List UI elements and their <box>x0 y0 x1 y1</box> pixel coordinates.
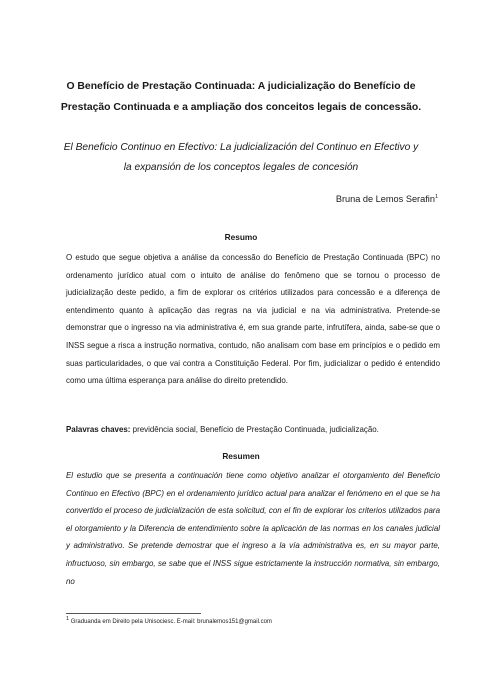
footnote-mark: 1 <box>66 616 70 622</box>
resumen-heading: Resumen <box>222 451 260 461</box>
resumo-paragraph: O estudo que segue objetiva a análise da concessão do Benefício de Prestação Continuada (BPC) no ordenamento jurídico atual com o intuito de análise do fenômeno que se tornou o processo de judicialização deste pedido, a fim de explorar os critérios utilizados para concessão e a diferença de entendimento quanto à aplicação das regras na via judicial e na via administrativa. Pretende-se demonstrar que o ingresso na via administrativa é, em sua grande parte, infrutífera, ainda, sabe-se que o INSS segue a risca a instrução normativa, contudo, não analisam com base em princípios e o pedido em suas particularidades, o que vai contra a Constituição Federal. Por fim, judicializar o pedido é entendido como uma última esperança para análise do direito pretendido. <box>66 253 440 386</box>
author-name-text: Bruna de Lemos Serafin <box>335 194 435 204</box>
article-title: O Benefício de Prestação Continuada: A judicialização do Benefício de Prestação Continuada e a ampliação dos conceitos legais de concessão. <box>60 81 422 113</box>
footnote-divider <box>66 613 201 614</box>
resumen-paragraph: El estudio que se presenta a continuación tiene como objetivo analizar el otorgamiento del Beneficio Continuo en Efectivo (BPC) en el ordenamiento jurídico actual para analizar el fenómeno en el que se ha convertido el proceso de judicialización de esta solicitud, con el fin de explorar los criterios utilizados para el otorgamiento y la Diferencia de entendimiento sobre la aplicación de las normas en los canales judicial y administrativo. Se pretende demostrar que el ingreso a la vía administrativa es, en su mayor parte, infructuoso, sin embargo, se sabe que el INSS sigue estrictamente la instrucción normativa, sin embargo, no <box>66 471 440 586</box>
footnote <box>66 618 272 627</box>
keywords-line <box>66 424 440 436</box>
keywords-text: previdência social, Benefício de Prestação Continuada, judicialização. <box>132 425 379 434</box>
author-name <box>336 193 438 205</box>
author-footnote-mark: 1 <box>434 193 438 200</box>
article-subtitle-spanish: El Beneficio Continuo en Efectivo: La judicialización del Continuo en Efectivo y la expansión de los conceptos legales de concesión <box>63 142 419 173</box>
keywords-label: Palavras chaves: <box>66 425 131 434</box>
resumo-heading: Resumo <box>224 232 258 242</box>
footnote-text: Graduanda em Direito pela Unisociesc. E-mail: brunalemos151@gmail.com <box>70 619 272 625</box>
